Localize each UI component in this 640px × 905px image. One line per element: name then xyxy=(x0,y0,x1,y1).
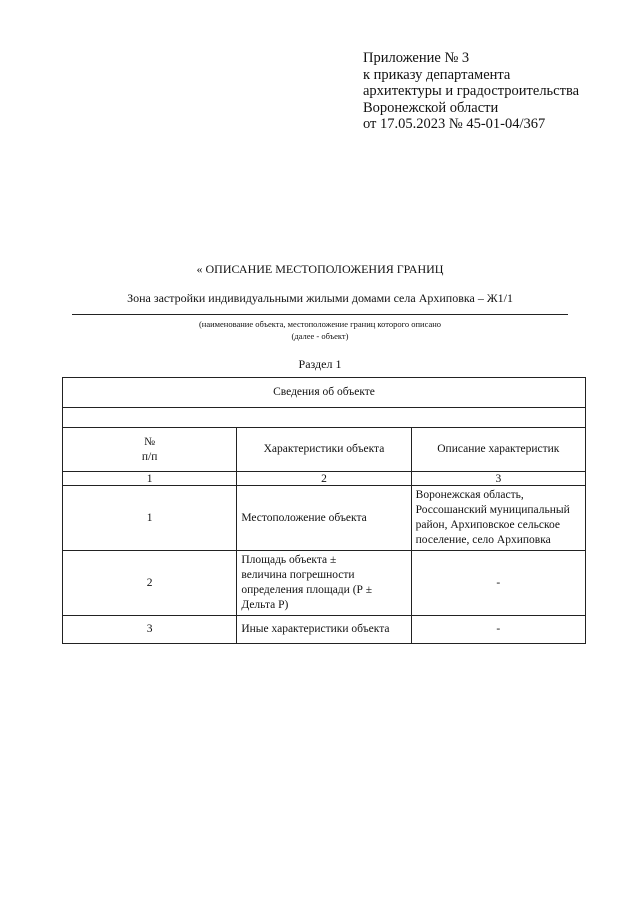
document-title: « ОПИСАНИЕ МЕСТОПОЛОЖЕНИЯ ГРАНИЦ xyxy=(196,262,444,276)
numbering-cell: 3 xyxy=(411,472,585,486)
col-characteristics-header: Характеристики объекта xyxy=(237,428,411,472)
row-number: 3 xyxy=(63,616,237,644)
row-characteristic: Местоположение объекта xyxy=(237,486,411,551)
numbering-cell: 1 xyxy=(63,472,237,486)
table-column-header-row xyxy=(63,428,586,472)
appendix-line: архитектуры и градостроительства xyxy=(363,83,580,99)
object-name: Зона застройки индивидуальными жилыми домами села Архиповка – Ж1/1 xyxy=(127,291,513,305)
underline-divider xyxy=(72,314,568,315)
appendix-line: Приложение № 3 xyxy=(363,50,470,66)
section-title: Раздел 1 xyxy=(298,357,342,371)
table-row xyxy=(63,486,586,551)
caption-line: (далее - объект) xyxy=(291,331,349,341)
row-description: - xyxy=(411,616,585,644)
empty-cell xyxy=(63,408,586,428)
numbering-cell: 2 xyxy=(237,472,411,486)
caption-line: (наименование объекта, местоположение границ которого описано xyxy=(198,319,442,329)
col-description-header: Описание характеристик xyxy=(411,428,585,472)
col-number-header xyxy=(63,428,237,472)
appendix-line: от 17.05.2023 № 45-01-04/367 xyxy=(363,116,546,132)
appendix-line: к приказу департамента xyxy=(363,66,511,83)
row-characteristic-line: Площадь объекта ± xyxy=(241,554,337,566)
table-row xyxy=(63,616,586,644)
table-numbering-row xyxy=(63,472,586,486)
col-number-label: № xyxy=(144,435,156,448)
table-row xyxy=(63,551,586,616)
row-number: 2 xyxy=(63,551,237,616)
table-header-row xyxy=(63,378,586,408)
table-header: Сведения об объекте xyxy=(63,378,586,408)
col-number-label: п/п xyxy=(141,450,158,463)
row-description: Воронежская область, Россошанский муниципальный район, Архиповское сельское поселение, село Архиповка xyxy=(411,486,585,551)
object-info-table xyxy=(62,377,586,644)
row-description: - xyxy=(411,551,585,616)
row-number: 1 xyxy=(63,486,237,551)
table-empty-row xyxy=(63,408,586,428)
row-characteristic: Иные характеристики объекта xyxy=(237,616,411,644)
row-characteristic xyxy=(237,551,411,616)
appendix-header xyxy=(363,50,579,133)
object-name-caption xyxy=(0,318,640,342)
appendix-line: Воронежской области xyxy=(363,99,499,116)
row-characteristic-line: величина погрешности определения площади (Р ± Дельта Р) xyxy=(241,569,373,611)
